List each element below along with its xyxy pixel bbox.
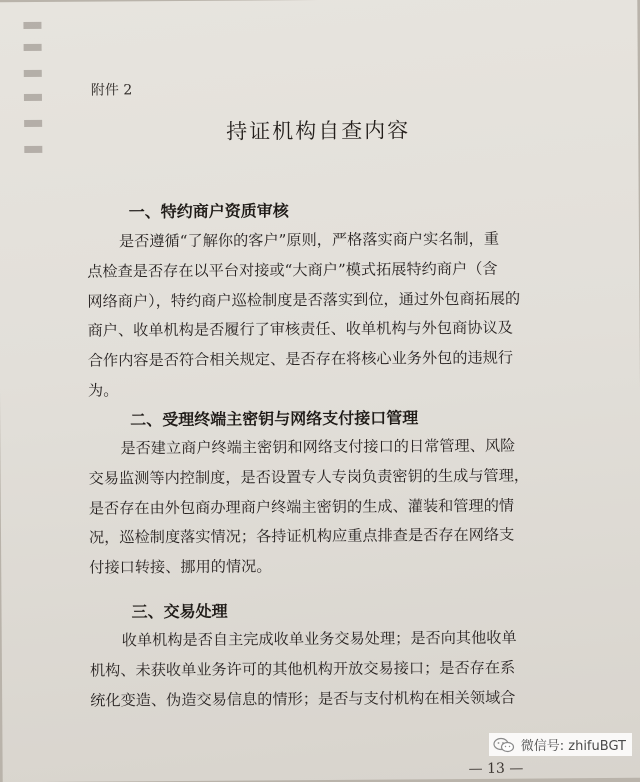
text-line: 交易监测等内控制度，是否设置专人专岗负责密钥的生成与管理， — [88, 466, 530, 488]
binding-marks — [23, 22, 46, 172]
text-line: 商户、收单机构是否履行了审核责任、收单机构与外包商协议及 — [87, 319, 513, 341]
text-line: 网络商户），特约商户巡检制度是否落实到位，通过外包商拓展的 — [87, 289, 521, 311]
section-body — [87, 224, 600, 406]
text-line: 机构、未获收单业务许可的其他机构开放交易接口；是否存在系 — [89, 658, 516, 680]
text-line: 收单机构是否自主完成收单业务交易处理；是否向其他收单 — [121, 628, 517, 650]
text-line: 是否建立商户终端主密钥和网络支付接口的日常管理、风险 — [120, 436, 516, 458]
section-heading: 二、受理终端主密钥与网络支付接口管理 — [130, 408, 419, 430]
text-line: 是否存在由外包商办理商户终端主密钥的生成、灌装和管理的情 — [88, 496, 515, 518]
section-body — [90, 623, 603, 716]
text-line: 统化变造、伪造交易信息的情形；是否与支付机构在相关领域合 — [90, 688, 516, 710]
page-number: — 13 — — [468, 760, 524, 777]
text-line: 付接口转接、挪用的情况。 — [89, 557, 272, 577]
text-line: 点检查是否存在以平台对接或“大商户”模式拓展特约商户（含 — [87, 259, 498, 281]
attachment-label: 附件 2 — [90, 82, 133, 99]
wechat-watermark — [489, 733, 632, 756]
text-line: 为。 — [87, 381, 119, 400]
section-heading: 一、特约商户资质审核 — [128, 201, 289, 222]
text-line: 是否遵循“了解你的客户”原则，严格落实商户实名制，重 — [118, 229, 500, 251]
text-line: 合作内容是否符合相关规定、是否存在将核心业务外包的违规行 — [87, 348, 514, 370]
section-body — [88, 431, 601, 584]
watermark-text: 微信号: zhifuBGT — [520, 739, 626, 754]
wechat-icon — [493, 737, 515, 753]
section-heading: 三、交易处理 — [131, 601, 228, 622]
text-line: 况，巡检制度落实情况；各持证机构应重点排查是否存在网络支 — [88, 526, 515, 548]
document-title: 持证机构自查内容 — [226, 118, 411, 144]
